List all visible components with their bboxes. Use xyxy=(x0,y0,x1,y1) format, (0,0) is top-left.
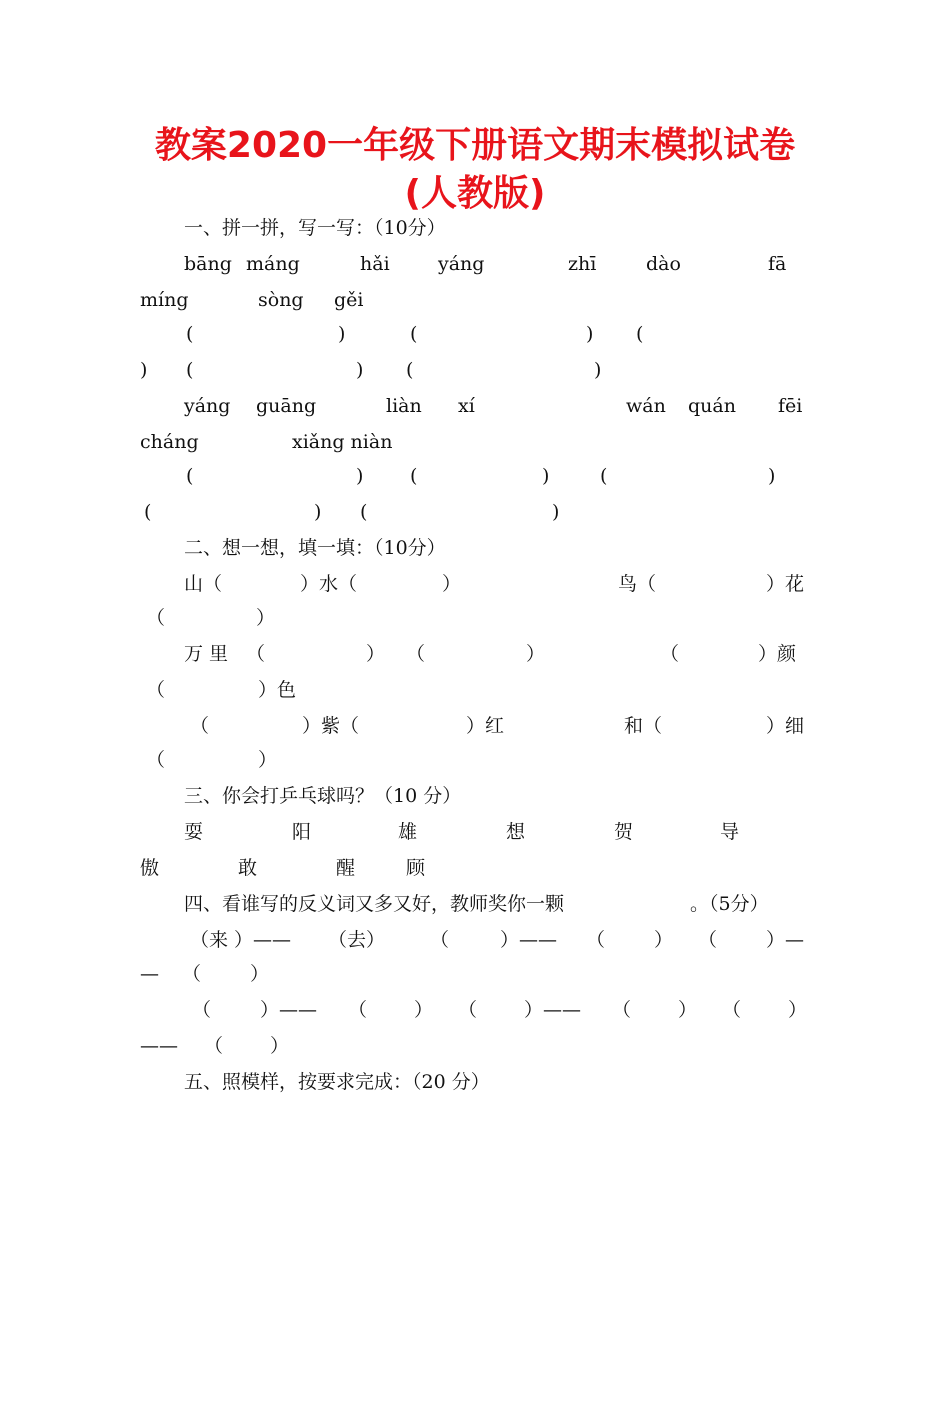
paren: ) xyxy=(552,501,560,523)
pinyin-item: fā xyxy=(768,253,787,275)
fill-item: ）细 xyxy=(766,715,805,737)
antonym-item: ） xyxy=(788,999,808,1021)
character-item: 雄 xyxy=(398,821,418,843)
pinyin-item: hǎi xyxy=(360,253,390,275)
answer-blank-row xyxy=(140,316,812,352)
character-item: 贺 xyxy=(614,821,634,843)
paren: ( xyxy=(144,501,152,523)
antonym-item: ） xyxy=(250,963,270,985)
section-4-heading xyxy=(140,886,812,922)
paren: ) xyxy=(586,323,594,345)
paren: ( xyxy=(406,359,414,381)
paren: ) xyxy=(356,359,364,381)
antonym-item: （ xyxy=(698,929,718,951)
antonym-item: （ xyxy=(192,999,212,1021)
answer-blank-row xyxy=(140,494,812,530)
character-item: 傲 xyxy=(140,857,160,879)
fill-item: 和（ xyxy=(624,715,663,737)
antonym-item: （ xyxy=(586,929,606,951)
antonym-row xyxy=(140,922,812,958)
pinyin-item: máng xyxy=(246,253,300,275)
antonym-item: ） xyxy=(414,999,434,1021)
antonym-item: ）— xyxy=(766,929,805,951)
heading-text: 。（5分） xyxy=(690,893,769,915)
pinyin-item: gěi xyxy=(334,289,364,311)
fill-blank-row xyxy=(140,742,812,778)
fill-item: ） xyxy=(526,643,546,665)
fill-item: ）色 xyxy=(258,679,297,701)
pinyin-row xyxy=(140,282,812,318)
antonym-item: （去） xyxy=(328,929,386,951)
pinyin-row xyxy=(140,388,812,424)
antonym-item: （ xyxy=(182,963,202,985)
fill-item: ）水（ xyxy=(300,573,358,595)
pinyin-row xyxy=(140,424,812,460)
antonym-item: ）—— xyxy=(260,999,318,1021)
pinyin-item: quán xyxy=(688,395,736,417)
fill-item: ）红 xyxy=(466,715,505,737)
antonym-item: （ xyxy=(722,999,742,1021)
pinyin-item: dào xyxy=(646,253,681,275)
document-title: 教案2020一年级下册语文期末模拟试卷 xyxy=(154,125,796,166)
fill-item: 山（ xyxy=(184,573,223,595)
fill-item: ） xyxy=(258,749,278,771)
fill-item: （ xyxy=(146,679,166,701)
fill-blank-row xyxy=(140,636,812,672)
antonym-item: ） xyxy=(678,999,698,1021)
pinyin-item: sòng xyxy=(258,289,304,311)
answer-blank-row xyxy=(140,458,812,494)
fill-item: ）颜 xyxy=(758,643,797,665)
pinyin-item: liàn xyxy=(386,395,422,417)
paren: ( xyxy=(360,501,368,523)
character-item: 顾 xyxy=(406,857,426,879)
fill-item: （ xyxy=(146,749,166,771)
paren: ( xyxy=(186,359,194,381)
paren: ) xyxy=(140,359,148,381)
heading-text: 五、照模样，按要求完成：（20 分） xyxy=(184,1071,490,1093)
fill-item: ） xyxy=(442,573,462,595)
character-item: 醒 xyxy=(336,857,356,879)
pinyin-item: yáng xyxy=(438,253,485,275)
fill-item: 鸟（ xyxy=(618,573,657,595)
antonym-row xyxy=(140,992,812,1028)
character-item: 想 xyxy=(506,821,526,843)
document-subtitle: (人教版) xyxy=(404,173,546,214)
paren: ( xyxy=(186,323,194,345)
paren: ( xyxy=(186,465,194,487)
character-item: 导 xyxy=(720,821,740,843)
character-row xyxy=(140,850,812,886)
fill-blank-row xyxy=(140,708,812,744)
paren: ) xyxy=(356,465,364,487)
character-row xyxy=(140,814,812,850)
pinyin-item: bāng xyxy=(184,253,232,275)
character-item: 阳 xyxy=(292,821,312,843)
pinyin-row xyxy=(140,246,812,282)
antonym-item: —— xyxy=(140,1035,178,1057)
character-item: 耍 xyxy=(184,821,204,843)
pinyin-item: fēi xyxy=(778,395,803,417)
antonym-item: （ xyxy=(430,929,450,951)
antonym-item: （ xyxy=(612,999,632,1021)
fill-item: （ xyxy=(146,607,166,629)
pinyin-item: wán xyxy=(626,395,666,417)
heading-text: 一、拼一拼，写一写：（10分） xyxy=(184,217,446,239)
paren: ( xyxy=(410,323,418,345)
paren: ) xyxy=(768,465,776,487)
section-5-heading xyxy=(140,1064,812,1100)
section-1-heading xyxy=(140,210,812,246)
antonym-item: （ xyxy=(204,1035,224,1057)
antonym-item: （来 ）—— xyxy=(190,929,292,951)
antonym-row xyxy=(140,1028,812,1064)
section-2-heading xyxy=(140,530,812,566)
fill-item: （ xyxy=(660,643,680,665)
pinyin-item: guāng xyxy=(256,395,317,417)
heading-text: 二、想一想，填一填：（10分） xyxy=(184,537,446,559)
paren: ) xyxy=(542,465,550,487)
pinyin-item: yáng xyxy=(184,395,231,417)
paren: ( xyxy=(636,323,644,345)
pinyin-item: cháng xyxy=(140,431,199,453)
section-3-heading xyxy=(140,778,812,814)
antonym-item: ） xyxy=(654,929,674,951)
antonym-item: （ xyxy=(348,999,368,1021)
antonym-item: ） xyxy=(270,1035,290,1057)
antonym-item: ）—— xyxy=(524,999,582,1021)
antonym-item: — xyxy=(140,963,159,985)
fill-item: （ xyxy=(246,643,266,665)
fill-item: （ xyxy=(190,715,210,737)
antonym-item: （ xyxy=(458,999,478,1021)
fill-blank-row xyxy=(140,566,812,602)
pinyin-item: xí xyxy=(458,395,475,417)
pinyin-item: míng xyxy=(140,289,189,311)
fill-item: 万 里 xyxy=(184,643,229,665)
heading-text: 四、看谁写的反义词又多又好，教师奖你一颗 xyxy=(184,893,565,915)
antonym-row xyxy=(140,956,812,992)
antonym-item: ）—— xyxy=(500,929,558,951)
fill-item: （ xyxy=(406,643,426,665)
fill-item: ）紫（ xyxy=(302,715,360,737)
answer-blank-row xyxy=(140,352,812,388)
pinyin-item: zhī xyxy=(568,253,597,275)
paren: ( xyxy=(410,465,418,487)
fill-item: ）花 xyxy=(766,573,805,595)
fill-blank-row xyxy=(140,600,812,636)
paren: ) xyxy=(314,501,322,523)
paren: ( xyxy=(600,465,608,487)
paren: ) xyxy=(594,359,602,381)
character-item: 敢 xyxy=(238,857,258,879)
pinyin-item: xiǎng niàn xyxy=(292,431,393,453)
fill-item: ） xyxy=(366,643,386,665)
fill-item: ） xyxy=(256,607,276,629)
paren: ) xyxy=(338,323,346,345)
fill-blank-row xyxy=(140,672,812,708)
heading-text: 三、你会打乒乓球吗？（10 分） xyxy=(184,785,462,807)
